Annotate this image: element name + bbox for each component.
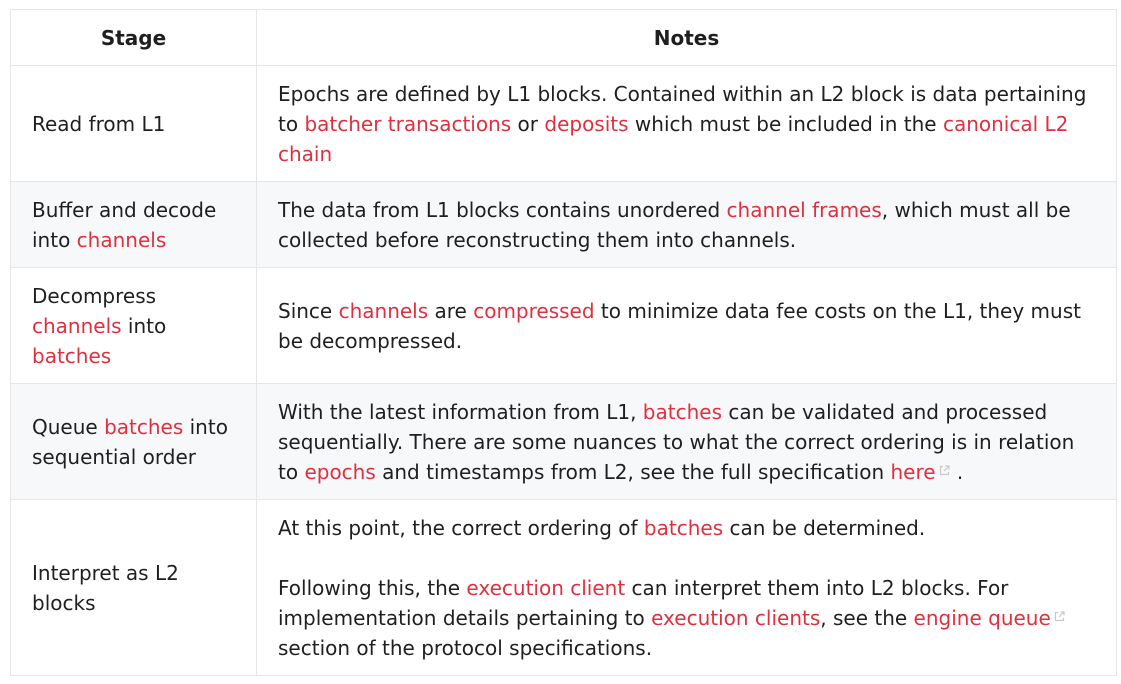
stage-text: Interpret as L2 blocks xyxy=(32,560,179,615)
link-here-label: here xyxy=(890,459,936,484)
notes-text: can interpret them into L2 blocks. For implementation details pertaining to xyxy=(278,575,1009,630)
link-batches[interactable]: batches xyxy=(642,399,722,424)
notes-cell xyxy=(257,66,1117,182)
link-engine-queue-label: engine queue xyxy=(913,605,1051,630)
link-channel-frames[interactable]: channel frames xyxy=(726,197,882,222)
notes-text: can be validated and processed sequentially. There are some nuances to what the correct ordering is in relation to xyxy=(278,399,1075,484)
stage-text: into sequential order xyxy=(32,414,228,469)
link-execution-client[interactable]: execution client xyxy=(466,575,626,600)
notes-text: At this point, the correct ordering of xyxy=(278,515,644,540)
external-link-icon xyxy=(1053,610,1066,623)
notes-text: The data from L1 blocks contains unordered xyxy=(278,197,727,222)
header-notes: Notes xyxy=(257,10,1117,66)
stage-text: Decompress xyxy=(32,283,157,308)
notes-paragraph xyxy=(278,573,1095,663)
link-channels[interactable]: channels xyxy=(76,227,167,252)
notes-text: section of the protocol specifications. xyxy=(278,635,653,660)
stage-text: Queue xyxy=(32,414,105,439)
notes-text: Following this, the xyxy=(278,575,467,600)
table-row xyxy=(11,66,1117,182)
notes-text: , which must all be collected before reconstructing them into channels. xyxy=(278,197,1071,252)
stages-table-container xyxy=(10,9,1116,676)
link-canonical-l2-chain[interactable]: canonical L2 chain xyxy=(278,111,1069,166)
table-row xyxy=(11,268,1117,384)
link-batches[interactable]: batches xyxy=(643,515,724,540)
table-header-row xyxy=(11,10,1117,66)
stage-cell xyxy=(11,66,257,182)
notes-text: Since xyxy=(278,298,339,323)
link-here[interactable] xyxy=(891,460,951,484)
stage-cell xyxy=(11,268,257,384)
stage-text: into xyxy=(121,313,167,338)
link-channels[interactable]: channels xyxy=(338,298,429,323)
notes-text: , see the xyxy=(820,605,914,630)
notes-cell xyxy=(257,384,1117,500)
stage-cell xyxy=(11,384,257,500)
link-epochs[interactable]: epochs xyxy=(304,459,376,484)
notes-text: or xyxy=(511,111,545,136)
table-row xyxy=(11,500,1117,676)
link-channels[interactable]: channels xyxy=(32,313,122,338)
notes-text: and timestamps from L2, see the full specification xyxy=(375,459,891,484)
notes-text: are xyxy=(428,298,474,323)
link-batcher-transactions[interactable]: batcher transactions xyxy=(304,111,512,136)
stage-cell xyxy=(11,500,257,676)
header-stage: Stage xyxy=(11,10,257,66)
stages-table xyxy=(10,9,1117,676)
link-engine-queue[interactable] xyxy=(914,606,1066,630)
link-batches[interactable]: batches xyxy=(32,343,112,368)
notes-text: which must be included in the xyxy=(628,111,943,136)
link-deposits[interactable]: deposits xyxy=(544,111,629,136)
notes-text: . xyxy=(950,459,964,484)
stage-text: Read from L1 xyxy=(32,111,166,136)
link-batches[interactable]: batches xyxy=(104,414,184,439)
notes-paragraph xyxy=(278,513,1095,543)
notes-cell xyxy=(257,182,1117,268)
table-row xyxy=(11,182,1117,268)
table-row xyxy=(11,384,1117,500)
notes-cell xyxy=(257,268,1117,384)
notes-text: can be determined. xyxy=(723,515,926,540)
external-link-icon xyxy=(938,464,951,477)
link-execution-clients[interactable]: execution clients xyxy=(651,605,821,630)
link-compressed[interactable]: compressed xyxy=(473,298,595,323)
notes-text: Epochs are defined by L1 blocks. Contained within an L2 block is data pertaining to xyxy=(278,81,1087,136)
notes-text: to minimize data fee costs on the L1, they must be decompressed. xyxy=(278,298,1081,353)
stage-text: Buffer and decode into xyxy=(32,197,217,252)
stage-cell xyxy=(11,182,257,268)
notes-text: With the latest information from L1, xyxy=(278,399,643,424)
notes-cell xyxy=(257,500,1117,676)
